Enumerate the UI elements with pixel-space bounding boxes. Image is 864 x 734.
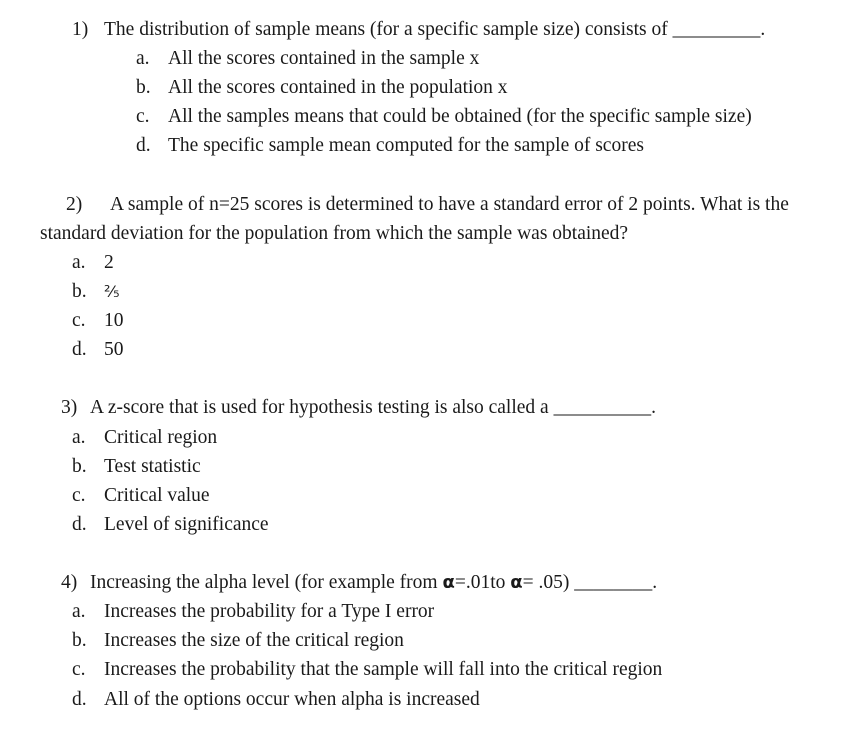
question-4-option-d[interactable] [72,688,480,712]
question-text: The distribution of sample means (for a specific sample size) consists of _________. [104,19,766,40]
question-1-option-c[interactable] [136,105,752,129]
question-2-option-d[interactable] [72,338,124,362]
option-letter: d. [72,339,87,360]
option-text: All the scores contained in the population x [168,77,508,98]
question-2-option-c[interactable] [72,309,124,333]
option-text: Critical region [104,427,218,448]
option-letter: c. [72,310,86,331]
question-text: A z-score that is used for hypothesis testing is also called a __________. [90,397,656,418]
option-letter: d. [72,514,87,535]
question-text-part-3: = .05) ________. [522,572,658,593]
option-letter: a. [136,48,150,69]
question-3-option-b[interactable] [72,455,201,479]
option-letter: b. [72,456,87,477]
option-text: All of the options occur when alpha is increased [104,689,480,710]
question-text-part-1: Increasing the alpha level (for example from [90,572,443,593]
alpha-symbol: α [510,572,523,593]
option-text: 50 [104,339,124,360]
question-4-option-b[interactable] [72,629,404,653]
question-2-option-b[interactable] [72,280,120,304]
option-letter: a. [72,427,86,448]
question-1-stem [72,18,765,42]
question-1-option-d[interactable] [136,134,644,158]
option-text: Increases the probability for a Type I error [104,601,435,622]
option-text: The specific sample mean computed for the sample of scores [168,135,644,156]
question-text: A sample of n=25 scores is determined to have a standard error of 2 points. What is the [110,194,789,215]
option-text: Increases the size of the critical region [104,630,404,651]
question-3-option-c[interactable] [72,484,210,508]
question-number: 4) [61,572,78,593]
option-letter: b. [72,281,87,302]
alpha-symbol: α [442,572,455,593]
option-letter: a. [72,252,86,273]
question-3-stem [61,396,656,420]
option-letter: c. [136,106,150,127]
option-text: Increases the probability that the sample will fall into the critical region [104,659,663,680]
option-text: 10 [104,310,124,331]
option-letter: a. [72,601,86,622]
question-text-part-2: =.01to [454,572,511,593]
question-number: 1) [72,19,89,40]
option-text: 2 [104,252,114,273]
option-text-fraction: ²⁄₅ [104,282,120,301]
question-4-stem [61,571,657,595]
option-letter: b. [136,77,151,98]
option-text: Critical value [104,485,210,506]
option-text: Level of significance [104,514,269,535]
option-text: All the samples means that could be obtained (for the specific sample size) [168,106,752,127]
option-text: Test statistic [104,456,201,477]
option-letter: c. [72,485,86,506]
option-letter: c. [72,659,86,680]
question-2-option-a[interactable] [72,251,114,275]
question-number: 2) [66,194,83,215]
option-letter: b. [72,630,87,651]
option-letter: d. [72,689,87,710]
question-4-option-c[interactable] [72,658,662,682]
question-3-option-a[interactable] [72,426,217,450]
question-1-option-b[interactable] [136,76,508,100]
question-number: 3) [61,397,78,418]
option-text: All the scores contained in the sample x [168,48,480,69]
question-4-option-a[interactable] [72,600,434,624]
question-2-stem-line-2: standard deviation for the population from which the sample was obtained? [40,223,629,244]
question-2-stem-line-1 [66,193,789,217]
question-1-option-a[interactable] [136,47,479,71]
option-letter: d. [136,135,151,156]
question-3-option-d[interactable] [72,513,269,537]
